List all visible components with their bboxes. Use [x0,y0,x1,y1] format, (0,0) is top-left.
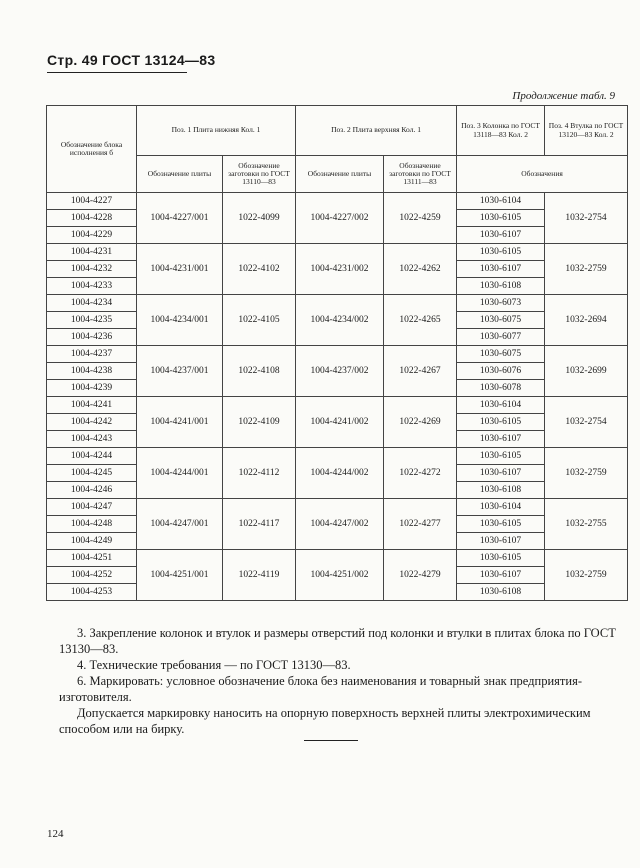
block-code: 1004-4235 [47,312,137,329]
block-code: 1004-4241 [47,397,137,414]
block-code: 1004-4247 [47,499,137,516]
column-code: 1030-6105 [457,448,545,465]
column-code: 1030-6108 [457,278,545,295]
column-code: 1030-6107 [457,227,545,244]
note-6-extra: Допускается маркировку наносить на опорную поверхность верхней плиты электрохимическим способом или на бирку. [59,706,591,736]
upper-plate-code: 1004-4241/002 [296,397,384,448]
block-code: 1004-4232 [47,261,137,278]
block-code: 1004-4228 [47,210,137,227]
column-code: 1030-6105 [457,516,545,533]
header-plate-code-1: Обозначение плиты [137,156,223,193]
block-code: 1004-4244 [47,448,137,465]
block-code: 1004-4227 [47,193,137,210]
block-code: 1004-4248 [47,516,137,533]
header-plate-code-2: Обозначение плиты [296,156,384,193]
table-row [47,397,628,414]
header-pos4: Поз. 4 Втулка по ГОСТ 13120—83 Кол. 2 [545,106,628,156]
block-code: 1004-4245 [47,465,137,482]
column-code: 1030-6107 [457,533,545,550]
header-designations: Обозначения [457,156,628,193]
bushing-code: 1032-2755 [545,499,628,550]
column-code: 1030-6078 [457,380,545,397]
lower-plate-code: 1004-4244/001 [137,448,223,499]
column-code: 1030-6104 [457,193,545,210]
block-code: 1004-4246 [47,482,137,499]
column-code: 1030-6104 [457,499,545,516]
notes [59,625,619,737]
lower-blank-code: 1022-4109 [223,397,296,448]
column-code: 1030-6108 [457,482,545,499]
table-row [47,295,628,312]
block-code: 1004-4237 [47,346,137,363]
lower-blank-code: 1022-4099 [223,193,296,244]
table-row [47,346,628,363]
upper-blank-code: 1022-4279 [384,550,457,601]
block-code: 1004-4231 [47,244,137,261]
lower-plate-code: 1004-4241/001 [137,397,223,448]
lower-blank-code: 1022-4119 [223,550,296,601]
column-code: 1030-6105 [457,244,545,261]
header-blank-1: Обозначение заготовки по ГОСТ 13110—83 [223,156,296,193]
upper-plate-code: 1004-4227/002 [296,193,384,244]
lower-plate-code: 1004-4227/001 [137,193,223,244]
lower-plate-code: 1004-4234/001 [137,295,223,346]
upper-blank-code: 1022-4265 [384,295,457,346]
block-code: 1004-4251 [47,550,137,567]
header-blank-2: Обозначение заготовки по ГОСТ 13111—83 [384,156,457,193]
column-code: 1030-6108 [457,584,545,601]
upper-blank-code: 1022-4269 [384,397,457,448]
column-code: 1030-6104 [457,397,545,414]
column-code: 1030-6076 [457,363,545,380]
lower-blank-code: 1022-4105 [223,295,296,346]
table-body [47,193,628,601]
upper-blank-code: 1022-4267 [384,346,457,397]
column-code: 1030-6105 [457,550,545,567]
column-code: 1030-6073 [457,295,545,312]
lower-plate-code: 1004-4251/001 [137,550,223,601]
page-header [47,52,215,68]
bushing-code: 1032-2754 [545,193,628,244]
column-code: 1030-6077 [457,329,545,346]
bushing-code: 1032-2699 [545,346,628,397]
end-rule [304,740,358,741]
block-code: 1004-4252 [47,567,137,584]
upper-plate-code: 1004-4237/002 [296,346,384,397]
block-code: 1004-4243 [47,431,137,448]
lower-blank-code: 1022-4102 [223,244,296,295]
table-row [47,244,628,261]
upper-plate-code: 1004-4231/002 [296,244,384,295]
page-number: 124 [47,828,64,840]
block-code: 1004-4236 [47,329,137,346]
block-code: 1004-4239 [47,380,137,397]
column-code: 1030-6107 [457,261,545,278]
upper-blank-code: 1022-4277 [384,499,457,550]
bushing-code: 1032-2754 [545,397,628,448]
lower-plate-code: 1004-4237/001 [137,346,223,397]
header-block: Обозначение блока исполнения б [47,106,137,193]
column-code: 1030-6107 [457,431,545,448]
upper-blank-code: 1022-4259 [384,193,457,244]
column-code: 1030-6105 [457,414,545,431]
header-rule [47,72,187,73]
lower-plate-code: 1004-4231/001 [137,244,223,295]
upper-blank-code: 1022-4272 [384,448,457,499]
upper-plate-code: 1004-4234/002 [296,295,384,346]
table-row [47,193,628,210]
table-row [47,550,628,567]
table-row [47,499,628,516]
column-code: 1030-6105 [457,210,545,227]
bushing-code: 1032-2759 [545,550,628,601]
upper-plate-code: 1004-4244/002 [296,448,384,499]
column-code: 1030-6107 [457,465,545,482]
note-6: 6. Маркировать: условное обозначение блока без наименования и товарный знак предприятия-изготовителя. [59,674,582,704]
block-code: 1004-4229 [47,227,137,244]
lower-plate-code: 1004-4247/001 [137,499,223,550]
bushing-code: 1032-2694 [545,295,628,346]
block-code: 1004-4238 [47,363,137,380]
block-code: 1004-4249 [47,533,137,550]
block-code: 1004-4253 [47,584,137,601]
header-pos1: Поз. 1 Плита нижняя Кол. 1 [137,106,296,156]
header-pos3: Поз. 3 Колонка по ГОСТ 13118—83 Кол. 2 [457,106,545,156]
note-3: 3. Закрепление колонок и втулок и размеры отверстий под колонки и втулки в плитах блока по ГОСТ 13130—83. [59,626,616,656]
upper-plate-code: 1004-4247/002 [296,499,384,550]
lower-blank-code: 1022-4108 [223,346,296,397]
block-code: 1004-4234 [47,295,137,312]
upper-plate-code: 1004-4251/002 [296,550,384,601]
column-code: 1030-6107 [457,567,545,584]
block-code: 1004-4242 [47,414,137,431]
bushing-code: 1032-2759 [545,448,628,499]
note-4: 4. Технические требования — по ГОСТ 13130—83. [77,658,351,672]
block-code: 1004-4233 [47,278,137,295]
bushing-code: 1032-2759 [545,244,628,295]
spec-table [46,105,628,601]
page-label: Стр. 49 ГОСТ 13124—83 [47,52,216,68]
lower-blank-code: 1022-4117 [223,499,296,550]
upper-blank-code: 1022-4262 [384,244,457,295]
header-pos2: Поз. 2 Плита верхняя Кол. 1 [296,106,457,156]
column-code: 1030-6075 [457,346,545,363]
lower-blank-code: 1022-4112 [223,448,296,499]
column-code: 1030-6075 [457,312,545,329]
table-row [47,448,628,465]
table-continuation-label: Продолжение табл. 9 [512,90,615,102]
